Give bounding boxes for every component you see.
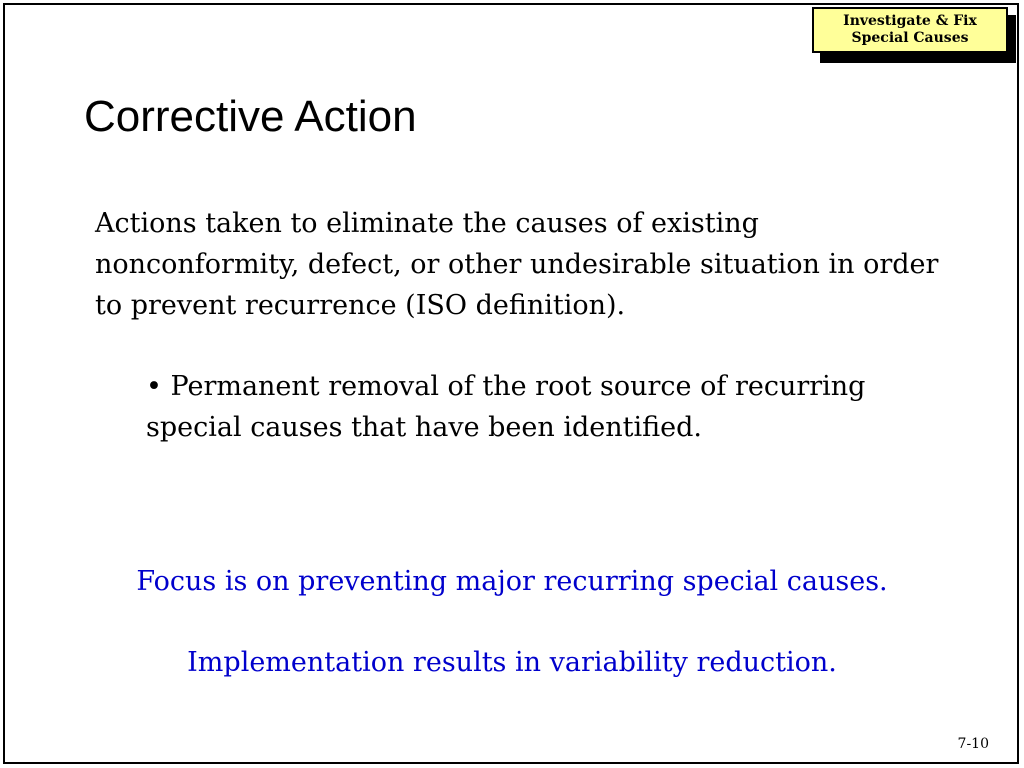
bullet-point: • Permanent removal of the root source of recurring special causes that have been identified.	[146, 371, 866, 443]
definition-text: Actions taken to eliminate the causes of existing nonconformity, defect, or other undesirable situation in order to prevent recurrence (ISO definition).	[95, 208, 939, 321]
implementation-statement: Implementation results in variability reduction.	[187, 647, 837, 678]
focus-statement: Focus is on preventing major recurring special causes.	[136, 566, 888, 597]
page-number: 7-10	[957, 736, 989, 752]
topic-tag-line-2: Special Causes	[851, 30, 969, 46]
topic-tag	[812, 7, 1008, 53]
topic-tag-line-1: Investigate & Fix	[843, 13, 977, 29]
slide-title: Corrective Action	[84, 92, 417, 141]
